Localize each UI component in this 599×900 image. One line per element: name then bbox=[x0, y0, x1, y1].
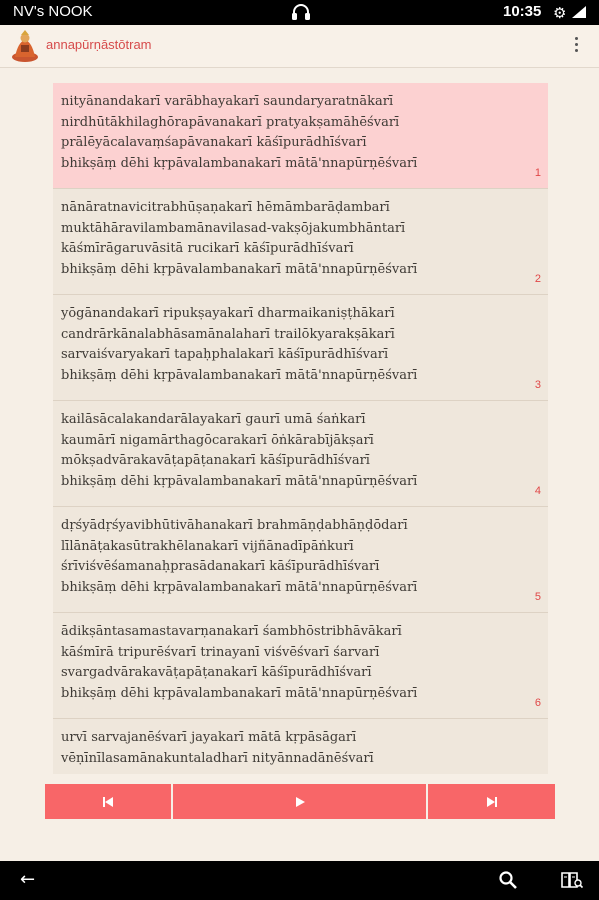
verse-line: nānāratnavicitrabhūṣaṇakarī hēmāmbarāḍambarī bbox=[61, 200, 390, 215]
verse-number: 4 bbox=[534, 485, 541, 497]
verse-line: sarvaiśvaryakarī tapaḥphalakarī kāśīpurādhīśvarī bbox=[61, 347, 389, 362]
verse-line: candrārkānalabhāsamānalaharī trailōkyarakṣākarī bbox=[61, 326, 395, 342]
verse-number: 2 bbox=[534, 273, 541, 285]
verse-5[interactable] bbox=[53, 507, 548, 613]
page-title: annapūrṇāstōtram bbox=[46, 37, 152, 52]
gear-icon: ⚙ bbox=[553, 5, 567, 22]
back-icon[interactable]: ← bbox=[20, 869, 36, 890]
verse-6[interactable] bbox=[53, 613, 548, 719]
clock: 10:35 bbox=[503, 3, 542, 20]
verse-line: bhikṣāṃ dēhi kṛpāvalambanakarī mātā'nnapūrṇēśvarī bbox=[61, 685, 418, 701]
verse-line: dṛśyādṛśyavibhūtivāhanakarī brahmāṇḍabhāṇḍōdarī bbox=[61, 518, 408, 533]
device-name: NV's NOOK bbox=[13, 3, 93, 20]
battery-icon bbox=[572, 6, 586, 18]
verse-line: kailāsācalakandarālayakarī gaurī umā śaṅkarī bbox=[61, 412, 366, 427]
verse-number: 1 bbox=[534, 167, 541, 179]
verse-line: kaumārī nigamārthagōcarakarī ōṅkārabījākṣarī bbox=[61, 432, 374, 448]
verse-line: līlānāṭakasūtrakhēlanakarī vijñānadīpāṅkurī bbox=[61, 538, 354, 554]
verse-line: ādikṣāntasamastavarṇanakarī śambhōstribhāvākarī bbox=[61, 624, 402, 639]
verse-number: 3 bbox=[534, 379, 541, 391]
verse-line: bhikṣāṃ dēhi kṛpāvalambanakarī mātā'nnapūrṇēśvarī bbox=[61, 155, 418, 171]
play-icon bbox=[295, 797, 305, 807]
headphone-icon bbox=[291, 3, 311, 21]
skip-previous-icon bbox=[103, 797, 113, 807]
verse-1[interactable] bbox=[53, 83, 548, 189]
verse-line: śrīviśvēśamanaḥprasādanakarī kāśīpurādhīśvarī bbox=[61, 559, 380, 574]
verse-number: 6 bbox=[534, 697, 541, 709]
verse-line: mōkṣadvārakavāṭapāṭanakarī kāśīpurādhīśvarī bbox=[61, 453, 370, 468]
verse-list bbox=[53, 83, 548, 774]
verse-line: bhikṣāṃ dēhi kṛpāvalambanakarī mātā'nnapūrṇēśvarī bbox=[61, 579, 418, 595]
verse-line: muktāhāravilambamānavilasad-vakṣōjakumbhāntarī bbox=[61, 220, 406, 236]
verse-2[interactable] bbox=[53, 189, 548, 295]
verse-line: urvī sarvajanēśvarī jayakarī mātā kṛpāsāgarī bbox=[61, 730, 357, 745]
verse-line: bhikṣāṃ dēhi kṛpāvalambanakarī mātā'nnapūrṇēśvarī bbox=[61, 473, 418, 489]
app-logo-icon[interactable] bbox=[10, 30, 40, 62]
play-button[interactable] bbox=[173, 784, 426, 819]
verse-line: vēṇīnīlasamānakuntaladharī nityānnadānēśvarī bbox=[61, 750, 374, 766]
verse-4[interactable] bbox=[53, 401, 548, 507]
verse-line: nityānandakarī varābhayakarī saundaryaratnākarī bbox=[61, 94, 394, 109]
overflow-menu-icon[interactable] bbox=[571, 35, 581, 57]
action-bar bbox=[0, 25, 599, 68]
verse-number: 5 bbox=[534, 591, 541, 603]
player-controls bbox=[45, 784, 555, 819]
verse-line: bhikṣāṃ dēhi kṛpāvalambanakarī mātā'nnapūrṇēśvarī bbox=[61, 261, 418, 277]
verse-line: kāśmīrā tripurēśvarī trinayanī viśvēśvarī śarvarī bbox=[61, 644, 380, 660]
verse-line: kāśmīrāgaruvāsitā rucikarī kāśīpurādhīśvarī bbox=[61, 241, 354, 256]
verse-line: bhikṣāṃ dēhi kṛpāvalambanakarī mātā'nnapūrṇēśvarī bbox=[61, 367, 418, 383]
status-bar bbox=[0, 0, 599, 25]
verse-3[interactable] bbox=[53, 295, 548, 401]
previous-button[interactable] bbox=[45, 784, 171, 819]
skip-next-icon bbox=[487, 797, 497, 807]
navigation-bar bbox=[0, 861, 599, 900]
verse-line: nirdhūtākhilaghōrapāvanakarī pratyakṣamāhēśvarī bbox=[61, 114, 400, 130]
library-icon[interactable] bbox=[561, 871, 583, 889]
next-button[interactable] bbox=[428, 784, 555, 819]
verse-line: svargadvārakavāṭapāṭanakarī kāśīpurādhīśvarī bbox=[61, 665, 372, 680]
verse-7[interactable] bbox=[53, 719, 548, 774]
verse-line: prālēyācalavaṃśapāvanakarī kāśīpurādhīśvarī bbox=[61, 135, 367, 150]
search-icon[interactable] bbox=[499, 871, 517, 889]
verse-line: yōgānandakarī ripukṣayakarī dharmaikaniṣṭhākarī bbox=[61, 306, 395, 321]
